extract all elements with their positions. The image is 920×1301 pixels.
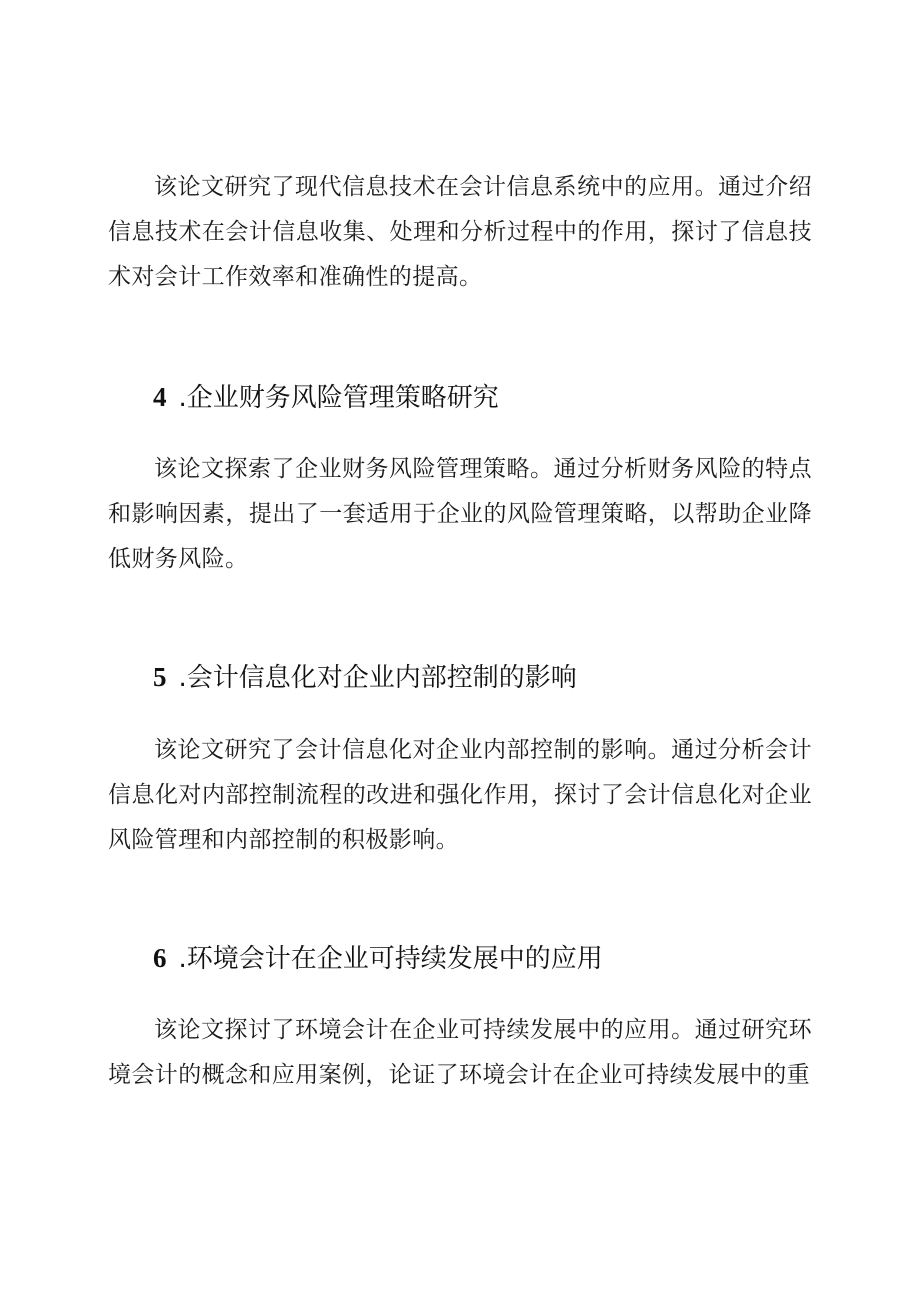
section-heading-4 [153, 377, 499, 418]
paragraph-section-4: 该论文探索了企业财务风险管理策略。通过分析财务风险的特点和影响因素，提出了一套适用于企业的风险管理策略，以帮助企业降低财务风险。 [108, 456, 812, 572]
section-number: 6 [153, 943, 167, 973]
section-heading-5 [153, 657, 577, 698]
paragraph-section-6: 该论文探讨了环境会计在企业可持续发展中的应用。通过研究环境会计的概念和应用案例，论证了环境会计在企业可持续发展中的重 [108, 1017, 812, 1088]
section-number: 5 [153, 662, 167, 692]
paragraph-intro: 该论文研究了现代信息技术在会计信息系统中的应用。通过介绍信息技术在会计信息收集、处理和分析过程中的作用，探讨了信息技术对会计工作效率和准确性的提高。 [108, 174, 812, 290]
section-number: 4 [153, 382, 167, 412]
section-title: .会计信息化对企业内部控制的影响 [178, 663, 577, 693]
paragraph-section-5: 该论文研究了会计信息化对企业内部控制的影响。通过分析会计信息化对内部控制流程的改进和强化作用，探讨了会计信息化对企业风险管理和内部控制的积极影响。 [108, 737, 812, 853]
section-title: .环境会计在企业可持续发展中的应用 [178, 944, 603, 974]
section-title: .企业财务风险管理策略研究 [178, 383, 499, 413]
section-heading-6 [153, 938, 603, 979]
